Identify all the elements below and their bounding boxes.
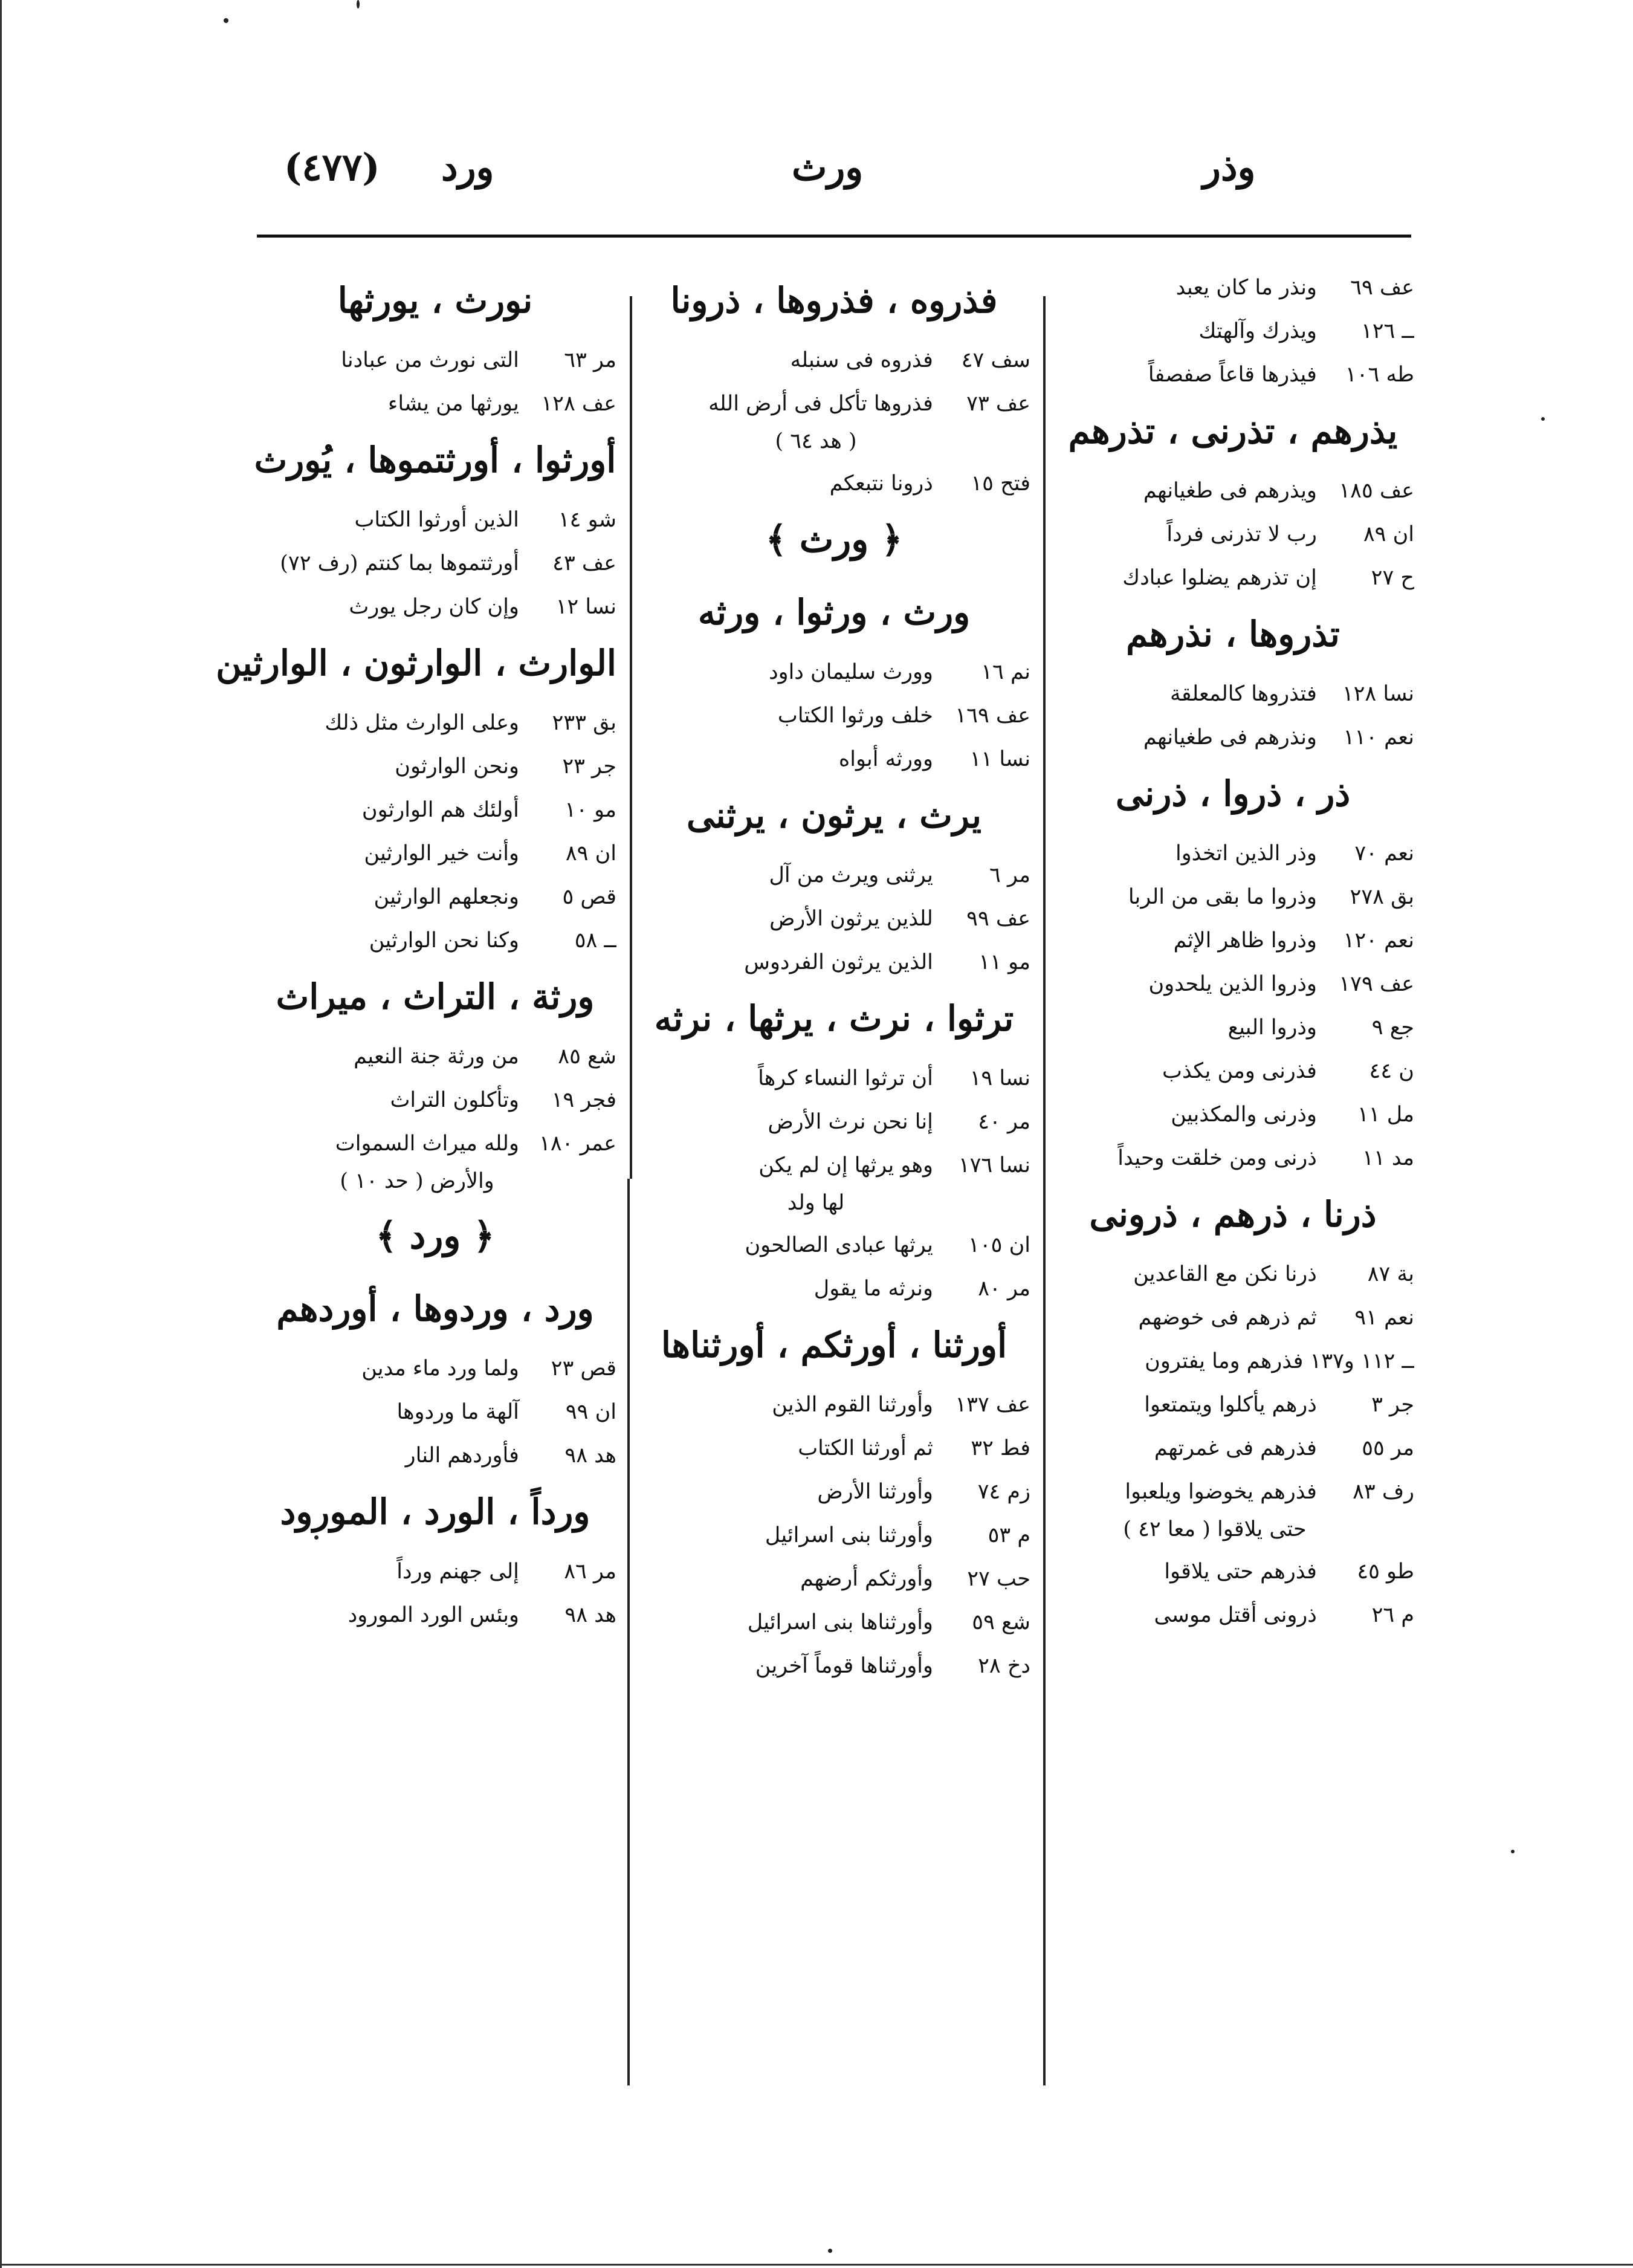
entry-heading: يذرهم ، تذرنى ، تذرهم	[1068, 410, 1398, 452]
verse-entry	[638, 1514, 1030, 1557]
verse-reference: نسا ١٢	[555, 595, 616, 619]
verse-text: وذروا ما بقى من الربا	[1128, 885, 1317, 909]
verse-text: وورثه أبواه	[838, 747, 933, 771]
verse-text: وذر الذين اتخذوا	[1175, 841, 1317, 866]
verse-reference: جر ٢٣	[562, 754, 616, 779]
verse-text: وذرنى والمكذبين	[1171, 1103, 1317, 1127]
verse-reference: بق ٢٧٨	[1350, 885, 1414, 909]
verse-entry	[1052, 1593, 1414, 1637]
verse-entry	[254, 919, 616, 962]
verse-reference: مر ٤٠	[978, 1110, 1030, 1134]
verse-text: ولما ورد ماء مدين	[361, 1356, 519, 1381]
verse-text: وأورثنا الأرض	[817, 1480, 933, 1504]
entry-heading: أورثوا ، أورثتموها ، يُورث	[254, 439, 616, 481]
verse-reference: مو ١٠	[564, 798, 616, 822]
scan-speck	[357, 0, 360, 8]
entry-heading: تذروها ، نذرهم	[1126, 614, 1340, 655]
verse-entry	[638, 1144, 1030, 1187]
verse-reference: رف ٨٣	[1353, 1480, 1414, 1504]
scan-speck	[828, 2249, 832, 2253]
verse-entry	[638, 1601, 1030, 1644]
verse-reference: مو ١١	[978, 950, 1030, 974]
verse-text: أولئك هم الوارثون	[361, 798, 519, 822]
verse-reference: حب ٢٧	[967, 1567, 1030, 1591]
verse-text: ويذرهم فى طغيانهم	[1143, 479, 1317, 503]
verse-reference: شع ٨٥	[558, 1045, 616, 1069]
verse-entry	[254, 832, 616, 875]
verse-text: ذرنى ومن خلقت وحيداً	[1117, 1146, 1317, 1170]
verse-entry	[1052, 1296, 1414, 1340]
verse-reference: ان ٩٩	[565, 1400, 616, 1424]
verse-text: وأورثناها بنى اسرائيل	[747, 1610, 933, 1635]
entry-heading: نورث ، يورثها	[337, 280, 533, 321]
verse-reference: عف ١٣٧	[955, 1393, 1030, 1417]
verse-entry	[254, 1122, 616, 1165]
column-divider-left-upper	[630, 296, 632, 1179]
verse-reference: طو ٤٥	[1357, 1560, 1414, 1584]
verse-entry	[638, 339, 1030, 382]
verse-entry	[638, 694, 1030, 737]
scan-speck	[224, 18, 228, 23]
verse-reference: م ٢٦	[1371, 1603, 1414, 1627]
verse-reference: دخ ٢٨	[978, 1654, 1030, 1678]
verse-reference: عف ٧٣	[966, 392, 1030, 416]
verse-entry	[1052, 716, 1414, 759]
verse-reference: فجر ١٩	[551, 1088, 616, 1112]
verse-text: فتذروها كالمعلقة	[1169, 682, 1317, 706]
verse-text: يرثها عبادى الصالحون	[745, 1233, 933, 1257]
page-number: (٤٧٧)	[284, 145, 380, 189]
verse-entry	[254, 1434, 616, 1477]
verse-text: وإن كان رجل يورث	[349, 595, 519, 619]
verse-reference: مر ٨٠	[978, 1277, 1030, 1301]
verse-reference: زم ٧٤	[977, 1480, 1030, 1504]
verse-reference: نعم ٩١	[1354, 1306, 1414, 1330]
verse-entry	[1052, 919, 1414, 962]
verse-text: وتأكلون التراث	[390, 1088, 519, 1112]
verse-entry	[638, 941, 1030, 984]
entry-continuation: حتى يلاقوا ( معا ٤٢ )	[1123, 1517, 1307, 1541]
verse-text: وهو يرثها إن لم يكن	[758, 1153, 933, 1178]
verse-reference: شو ١٤	[558, 508, 616, 532]
verse-entry	[254, 788, 616, 832]
verse-entry	[254, 1035, 616, 1078]
verse-text: يورثها من يشاء	[387, 392, 519, 416]
verse-reference: شع ٥٩	[972, 1610, 1030, 1635]
verse-entry	[254, 1593, 616, 1637]
entry-heading: الوارث ، الوارثون ، الوارثين	[216, 643, 616, 684]
verse-entry	[254, 1078, 616, 1122]
verse-text: يرثنى ويرث من آل	[769, 863, 933, 887]
verse-entry	[1052, 832, 1414, 875]
verse-reference: عف ١٦٩	[955, 704, 1030, 728]
verse-reference: ــ ١٢٦	[1360, 319, 1414, 343]
verse-entry	[254, 701, 616, 745]
verse-reference: عف ١٨٥	[1339, 479, 1414, 503]
entry-heading: ذرنا ، ذرهم ، ذرونى	[1089, 1194, 1377, 1235]
verse-entry	[1052, 1049, 1414, 1093]
verse-entry	[638, 462, 1030, 505]
entry-continuation: والأرض ( حد ١٠ )	[340, 1169, 494, 1193]
verse-entry	[254, 1550, 616, 1593]
verse-text: الذين أورثوا الكتاب	[354, 508, 519, 532]
verse-entry	[254, 1390, 616, 1434]
verse-text: وكنا نحن الوارثين	[369, 928, 519, 953]
verse-text: فذرنى ومن يكذب	[1162, 1059, 1317, 1083]
scan-edge-bottom	[0, 2264, 1633, 2266]
running-head-root-left: ورد	[441, 145, 494, 189]
verse-text: وأنت خير الوارثين	[364, 841, 519, 866]
verse-text: ثم ذرهم فى خوضهم	[1138, 1306, 1317, 1330]
verse-entry	[1052, 1252, 1414, 1296]
verse-text: فأوردهم النار	[405, 1443, 519, 1468]
verse-text: وورث سليمان داود	[769, 660, 933, 684]
verse-entry	[638, 854, 1030, 897]
verse-reference: نسا ١١	[969, 747, 1030, 771]
verse-reference: مر ٥٥	[1362, 1436, 1414, 1460]
verse-reference: م ٥٣	[988, 1523, 1030, 1547]
verse-text: ويذرك وآلهتك	[1198, 319, 1317, 343]
verse-entry	[254, 498, 616, 542]
verse-text: ذرونا نتبعكم	[829, 471, 933, 496]
verse-entry	[1052, 672, 1414, 716]
verse-text: فذروه فى سنبله	[790, 348, 933, 372]
verse-entry	[638, 1427, 1030, 1470]
verse-entry	[638, 1470, 1030, 1514]
verse-text: فذرهم فى غمرتهم	[1154, 1436, 1317, 1460]
verse-reference: جع ٩	[1371, 1016, 1414, 1040]
verse-reference: بق ٢٣٣	[552, 711, 616, 735]
verse-text: وأورثكم أرضهم	[800, 1567, 933, 1591]
verse-text: إن تذرهم يضلوا عبادك	[1122, 566, 1317, 590]
verse-entry	[254, 382, 616, 426]
verse-entry	[638, 650, 1030, 694]
verse-text: ولله ميراث السموات	[335, 1132, 519, 1156]
running-head-root-middle: ورث	[792, 145, 864, 189]
verse-reference: فتح ١٥	[971, 471, 1030, 496]
verse-text: وأورثناها قوماً آخرين	[755, 1654, 933, 1678]
verse-entry	[1052, 962, 1414, 1006]
verse-text: رب لا تذرنى فرداً	[1166, 522, 1317, 546]
entry-heading: ترثوا ، نرث ، يرثها ، نرثه	[654, 998, 1014, 1039]
scan-edge-left	[0, 0, 2, 2268]
entry-heading: أورثنا ، أورثكم ، أورثناها	[661, 1324, 1007, 1366]
verse-reference: طه ١٠٦	[1345, 363, 1414, 387]
entry-heading: يرث ، يرثون ، يرثنى	[687, 795, 981, 836]
verse-text: ونحن الوارثون	[395, 754, 519, 779]
verse-text: فيذرها قاعاً صفصفاً	[1148, 363, 1317, 387]
verse-text: ونذر ما كان يعبد	[1175, 276, 1317, 300]
verse-entry	[638, 1100, 1030, 1144]
verse-text: ونذرهم فى طغيانهم	[1143, 725, 1317, 750]
entry-heading: ورد ، وردوها ، أوردهم	[276, 1288, 594, 1329]
verse-reference: فط ٣٢	[971, 1436, 1030, 1460]
verse-entry	[1052, 266, 1414, 309]
verse-text: أن ترثوا النساء كرهاً	[758, 1066, 933, 1090]
verse-entry	[1052, 875, 1414, 919]
verse-text: ذرهم يأكلوا ويتمتعوا	[1144, 1393, 1317, 1417]
verse-text: وذروا ظاهر الإثم	[1173, 928, 1317, 953]
verse-entry	[638, 1644, 1030, 1688]
verse-reference: قص ٥	[562, 885, 616, 909]
verse-reference: نعم ١٢٠	[1343, 928, 1414, 953]
verse-reference: نسا ١٢٨	[1342, 682, 1414, 706]
verse-text: إلى جهنم ورداً	[396, 1560, 519, 1584]
verse-text: الذين يرثون الفردوس	[744, 950, 933, 974]
verse-entry	[638, 1557, 1030, 1601]
entry-heading: ورداً ، الورد ، المورود	[280, 1491, 590, 1532]
entry-heading: ورثة ، التراث ، ميراث	[276, 976, 595, 1017]
verse-reference: نسا ١٩	[969, 1066, 1030, 1090]
verse-entry	[1052, 1093, 1414, 1136]
verse-text: ونرثه ما يقول	[813, 1277, 933, 1301]
verse-text: فذرهم يخوضوا ويلعبوا	[1125, 1480, 1317, 1504]
verse-reference: هد ٩٨	[564, 1603, 616, 1627]
verse-reference: ان ١٠٥	[968, 1233, 1030, 1257]
verse-text: ونجعلهم الوارثين	[373, 885, 519, 909]
verse-reference: نعم ١١٠	[1343, 725, 1414, 750]
verse-entry	[638, 1383, 1030, 1427]
verse-text: أورثتموها بما كنتم (رف ٧٢)	[280, 551, 519, 575]
verse-text: وأورثنا بنى اسرائيل	[765, 1523, 933, 1547]
verse-reference: بة ٨٧	[1367, 1262, 1414, 1286]
verse-text: ذرنا نكن مع القاعدين	[1133, 1262, 1317, 1286]
verse-entry	[1052, 469, 1414, 513]
verse-entry	[254, 875, 616, 919]
verse-entry	[638, 1223, 1030, 1267]
entry-heading: فذروه ، فذروها ، ذرونا	[670, 280, 998, 321]
verse-reference: ان ٨٩	[565, 841, 616, 866]
verse-text: وذروا البيع	[1227, 1016, 1317, 1040]
verse-text: للذين يرثون الأرض	[769, 907, 933, 931]
root-heading: ﴿ ورث ﴾	[765, 519, 903, 561]
verse-reference: قص ٢٣	[551, 1356, 616, 1381]
scan-speck	[314, 1535, 319, 1540]
verse-text: آلهة ما وردوها	[396, 1400, 519, 1424]
verse-reference: ان ٨٩	[1363, 522, 1414, 546]
verse-entry	[1052, 556, 1414, 600]
verse-reference: نسا ١٧٦	[958, 1153, 1030, 1178]
verse-entry	[254, 1347, 616, 1390]
verse-text: وعلى الوارث مثل ذلك	[325, 711, 519, 735]
verse-entry	[638, 897, 1030, 941]
entry-heading: ورث ، ورثوا ، ورثه	[697, 592, 971, 633]
verse-reference: عف ٩٩	[966, 907, 1030, 931]
verse-text: فذروها تأكل فى أرض الله	[708, 392, 933, 416]
verse-entry	[1052, 1550, 1414, 1593]
verse-text: وبئس الورد المورود	[348, 1603, 519, 1627]
verse-entry	[1052, 1383, 1414, 1427]
verse-reference: نم ١٦	[981, 660, 1030, 684]
verse-reference: عف ٦٩	[1350, 276, 1414, 300]
verse-text: وذروا الذين يلحدون	[1148, 972, 1317, 996]
verse-reference: عف ٤٣	[552, 551, 616, 575]
verse-reference: عف ١٧٩	[1339, 972, 1414, 996]
verse-reference: مر ٨٦	[564, 1560, 616, 1584]
verse-entry	[1052, 353, 1414, 397]
column-divider-left-lower	[627, 1179, 630, 2085]
verse-entry	[1052, 513, 1414, 556]
verse-entry	[638, 1267, 1030, 1311]
verse-reference: ن ٤٤	[1369, 1059, 1414, 1083]
verse-entry	[1052, 309, 1414, 353]
verse-reference: سف ٤٧	[961, 348, 1030, 372]
scan-speck	[1511, 1850, 1515, 1853]
verse-entry	[1052, 1427, 1414, 1470]
verse-text: فذرهم حتى يلاقوا	[1164, 1560, 1317, 1584]
verse-reference: جر ٣	[1371, 1393, 1414, 1417]
running-head-root-right: وذر	[1203, 145, 1256, 189]
column-right	[1052, 266, 1414, 1637]
verse-reference: مل ١١	[1357, 1103, 1414, 1127]
header-rule	[257, 235, 1411, 238]
verse-text: فذرهم وما يفترون	[1145, 1349, 1304, 1373]
verse-reference: هد ٩٨	[564, 1443, 616, 1468]
verse-text: من ورثة جنة النعيم	[354, 1045, 519, 1069]
verse-reference: نعم ٧٠	[1354, 841, 1414, 866]
verse-text: خلف ورثوا الكتاب	[777, 704, 933, 728]
verse-text: إنا نحن نرث الأرض	[768, 1110, 933, 1134]
running-head	[260, 145, 1275, 212]
column-divider-right	[1043, 296, 1046, 2085]
column-middle	[638, 266, 1030, 1688]
verse-entry	[254, 339, 616, 382]
verse-entry	[638, 1057, 1030, 1100]
verse-reference: مد ١١	[1362, 1146, 1414, 1170]
scan-speck	[1541, 417, 1545, 421]
entry-heading: ذر ، ذروا ، ذرنى	[1115, 773, 1351, 814]
verse-entry	[638, 382, 1030, 426]
verse-reference: مر ٦٣	[564, 348, 616, 372]
verse-reference: ح ٢٧	[1371, 566, 1414, 590]
verse-entry	[1052, 1136, 1414, 1180]
verse-entry	[638, 737, 1030, 781]
root-heading: ﴿ ورد ﴾	[375, 1215, 495, 1257]
verse-entry	[1052, 1340, 1414, 1383]
verse-reference: مر ٦	[989, 863, 1030, 887]
verse-text: وأورثنا القوم الذين	[772, 1393, 933, 1417]
entry-continuation: ( هد ٦٤ )	[775, 429, 857, 453]
verse-reference: ــ ١١٢ و١٣٧	[1310, 1349, 1414, 1373]
column-left	[216, 266, 616, 1637]
verse-entry	[1052, 1006, 1414, 1049]
entry-continuation: لها ولد	[787, 1191, 845, 1215]
verse-entry	[254, 585, 616, 629]
verse-entry	[254, 745, 616, 788]
verse-text: ثم أورثنا الكتاب	[798, 1436, 933, 1460]
verse-text: التى نورث من عبادنا	[341, 348, 519, 372]
verse-text: ذرونى أقتل موسى	[1154, 1603, 1317, 1627]
verse-entry	[254, 542, 616, 585]
verse-entry	[1052, 1470, 1414, 1514]
verse-reference: ــ ٥٨	[574, 928, 616, 953]
verse-reference: عف ١٢٨	[541, 392, 616, 416]
verse-reference: عمر ١٨٠	[539, 1132, 616, 1156]
